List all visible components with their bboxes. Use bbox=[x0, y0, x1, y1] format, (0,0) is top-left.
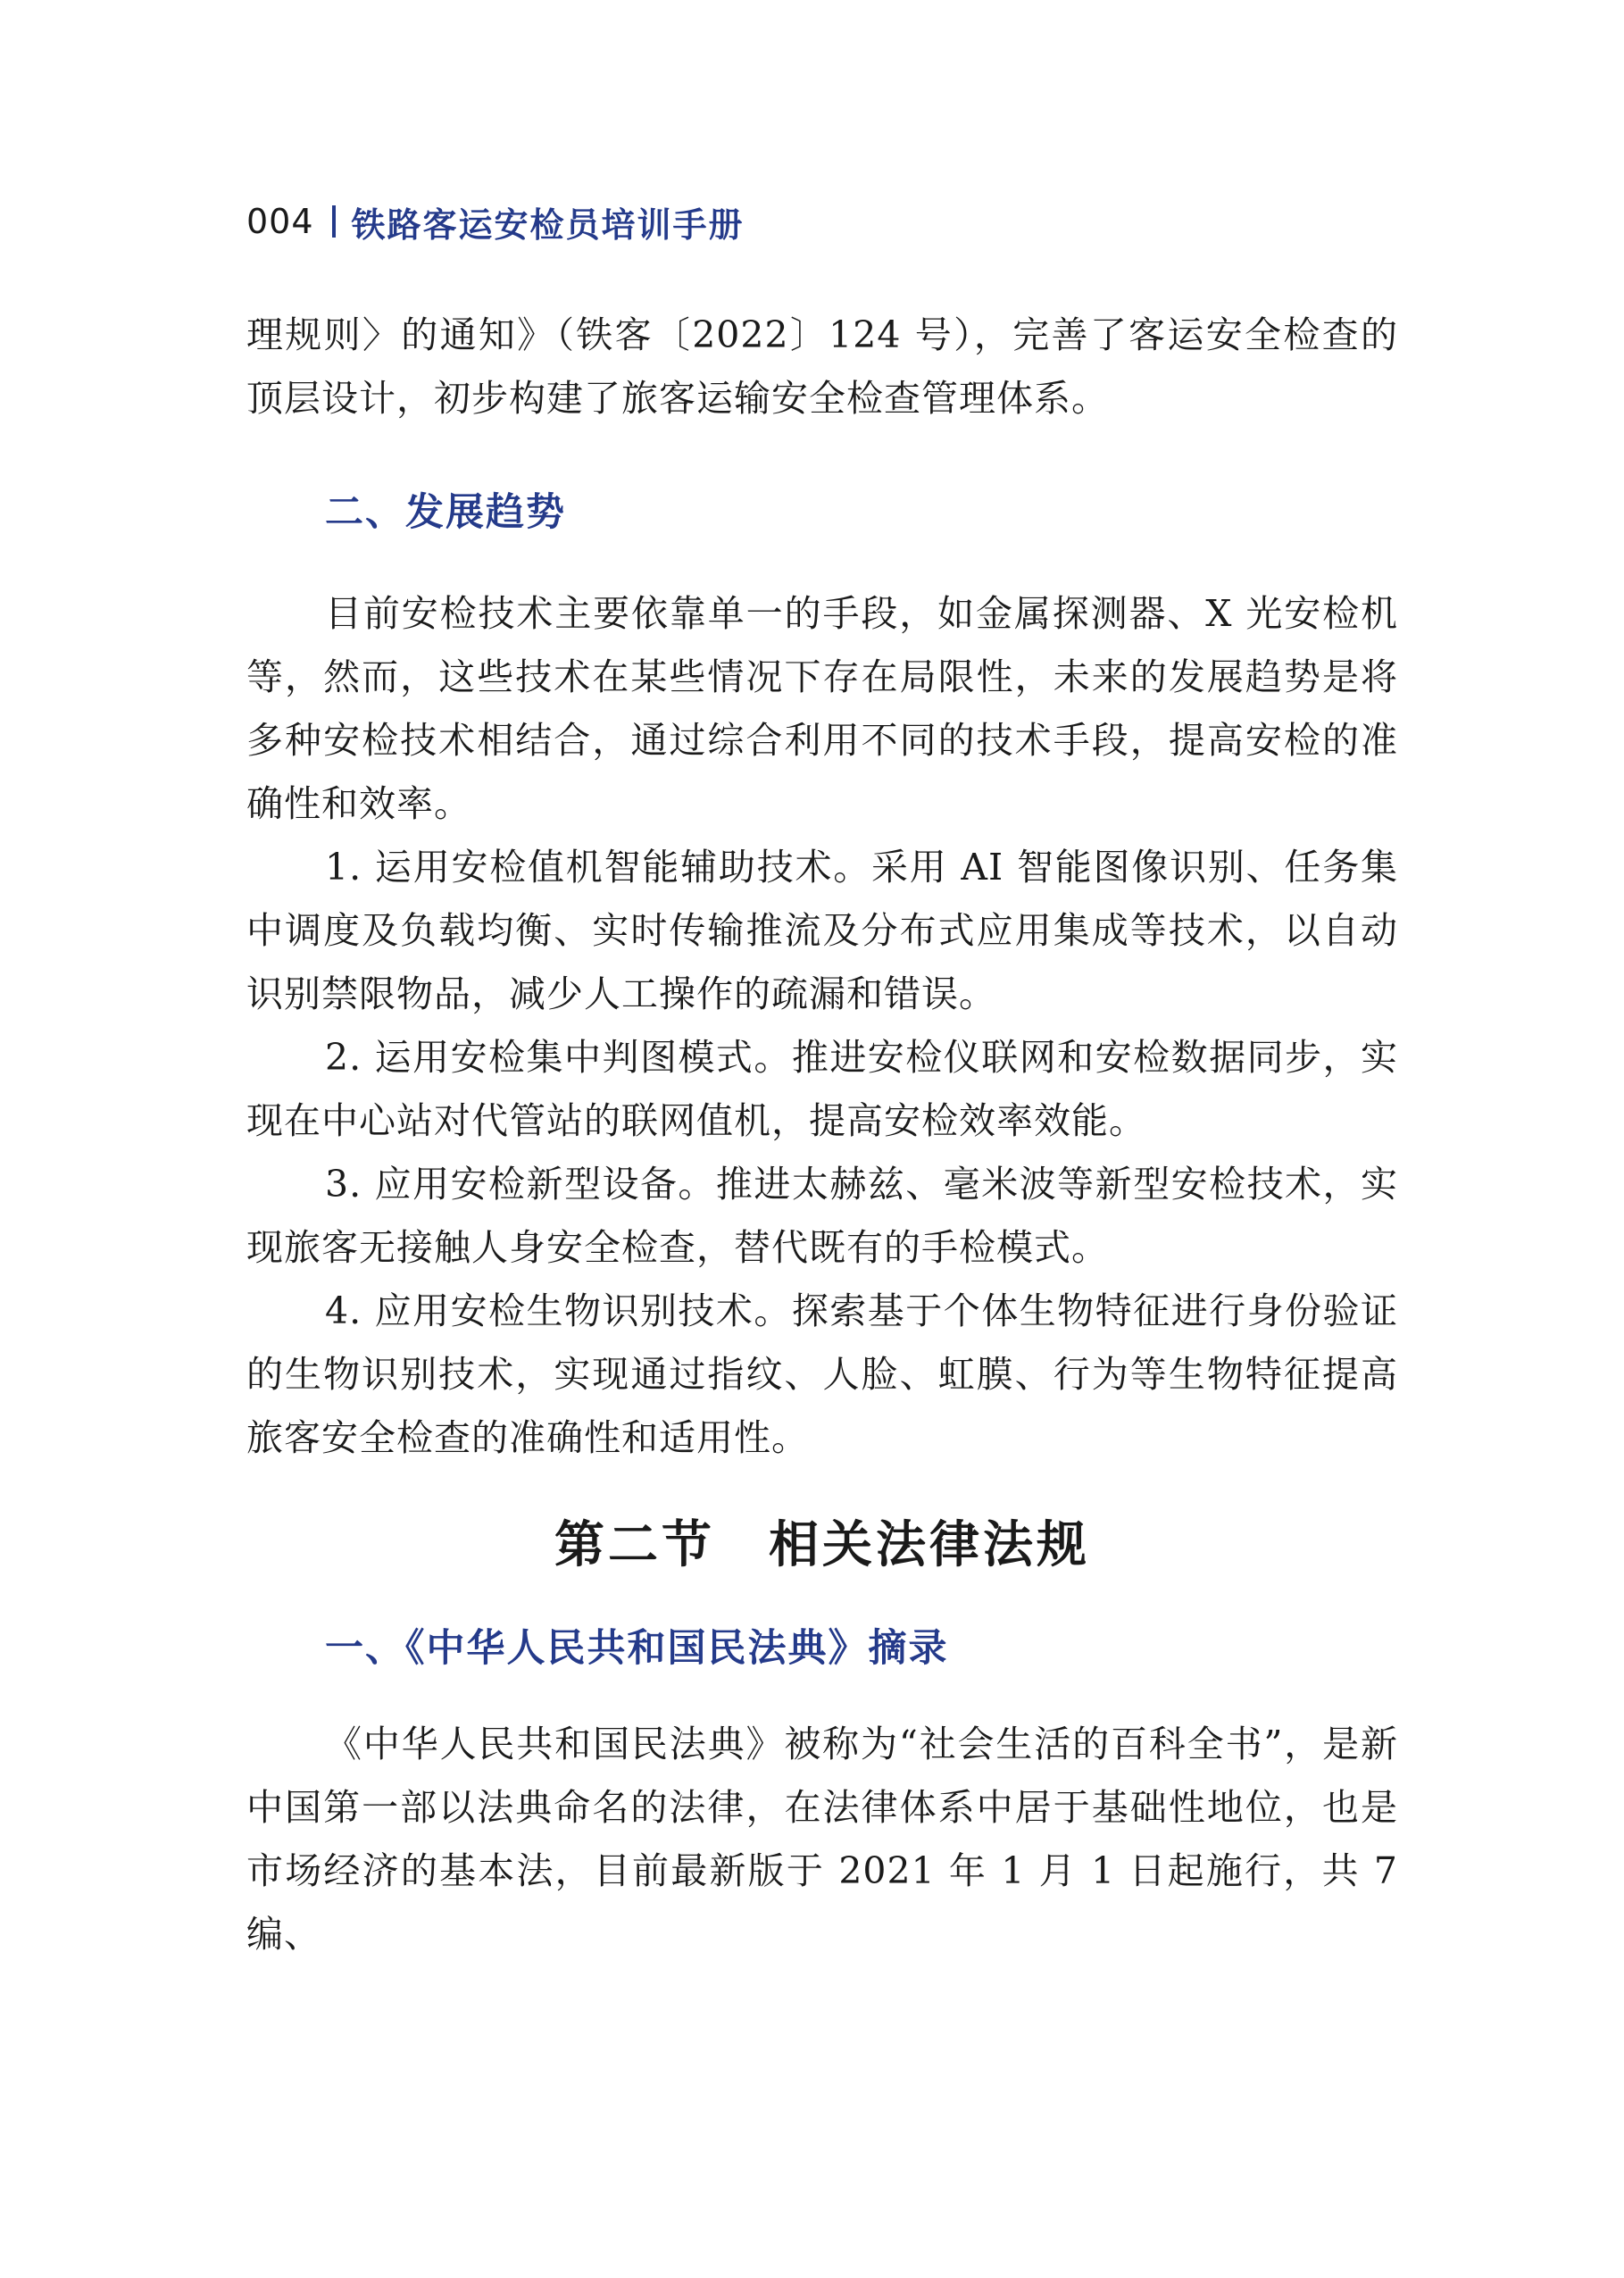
paragraph-trend-2: 2. 运用安检集中判图模式。推进安检仪联网和安检数据同步，实现在中心站对代管站的联网值机，提高安检效率效能。 bbox=[246, 1036, 1398, 1142]
chapter-heading: 第二节 相关法律法规 bbox=[554, 1515, 1090, 1574]
paragraph-civil-code: 《中华人民共和国民法典》被称为“社会生活的百科全书”，是新中国第一部以法典命名的法律，在法律体系中居于基础性地位，也是市场经济的基本法，目前最新版于 2021 年 1 月 1 日起施行，共 7 编、 bbox=[246, 1723, 1398, 1956]
book-title: 铁路客运安检员培训手册 bbox=[351, 204, 745, 245]
section-heading-trends: 二、发展趋势 bbox=[325, 490, 566, 535]
running-header bbox=[246, 198, 745, 245]
intro-paragraph: 理规则〉的通知》（铁客〔2022〕124 号），完善了客运安全检查的顶层设计，初步构建了旅客运输安全检查管理体系。 bbox=[246, 313, 1398, 420]
section-heading-civil-code: 一、《中华人民共和国民法典》摘录 bbox=[325, 1626, 949, 1671]
header-divider bbox=[332, 205, 336, 238]
paragraph-trend-3: 3. 应用安检新型设备。推进太赫兹、毫米波等新型安检技术，实现旅客无接触人身安全检查，替代既有的手检模式。 bbox=[246, 1163, 1398, 1269]
page-number: 004 bbox=[246, 202, 314, 241]
page-body bbox=[246, 304, 1398, 1966]
paragraph-trends-intro: 目前安检技术主要依靠单一的手段，如金属探测器、X 光安检机等，然而，这些技术在某些情况下存在局限性，未来的发展趋势是将多种安检技术相结合，通过综合利用不同的技术手段，提高安检的准确性和效率。 bbox=[246, 592, 1398, 825]
paragraph-trend-4: 4. 应用安检生物识别技术。探索基于个体生物特征进行身份验证的生物识别技术，实现通过指纹、人脸、虹膜、行为等生物特征提高旅客安全检查的准确性和适用性。 bbox=[246, 1289, 1398, 1459]
paragraph-trend-1: 1. 运用安检值机智能辅助技术。采用 AI 智能图像识别、任务集中调度及负载均衡、实时传输推流及分布式应用集成等技术，以自动识别禁限物品，减少人工操作的疏漏和错误。 bbox=[246, 846, 1398, 1015]
